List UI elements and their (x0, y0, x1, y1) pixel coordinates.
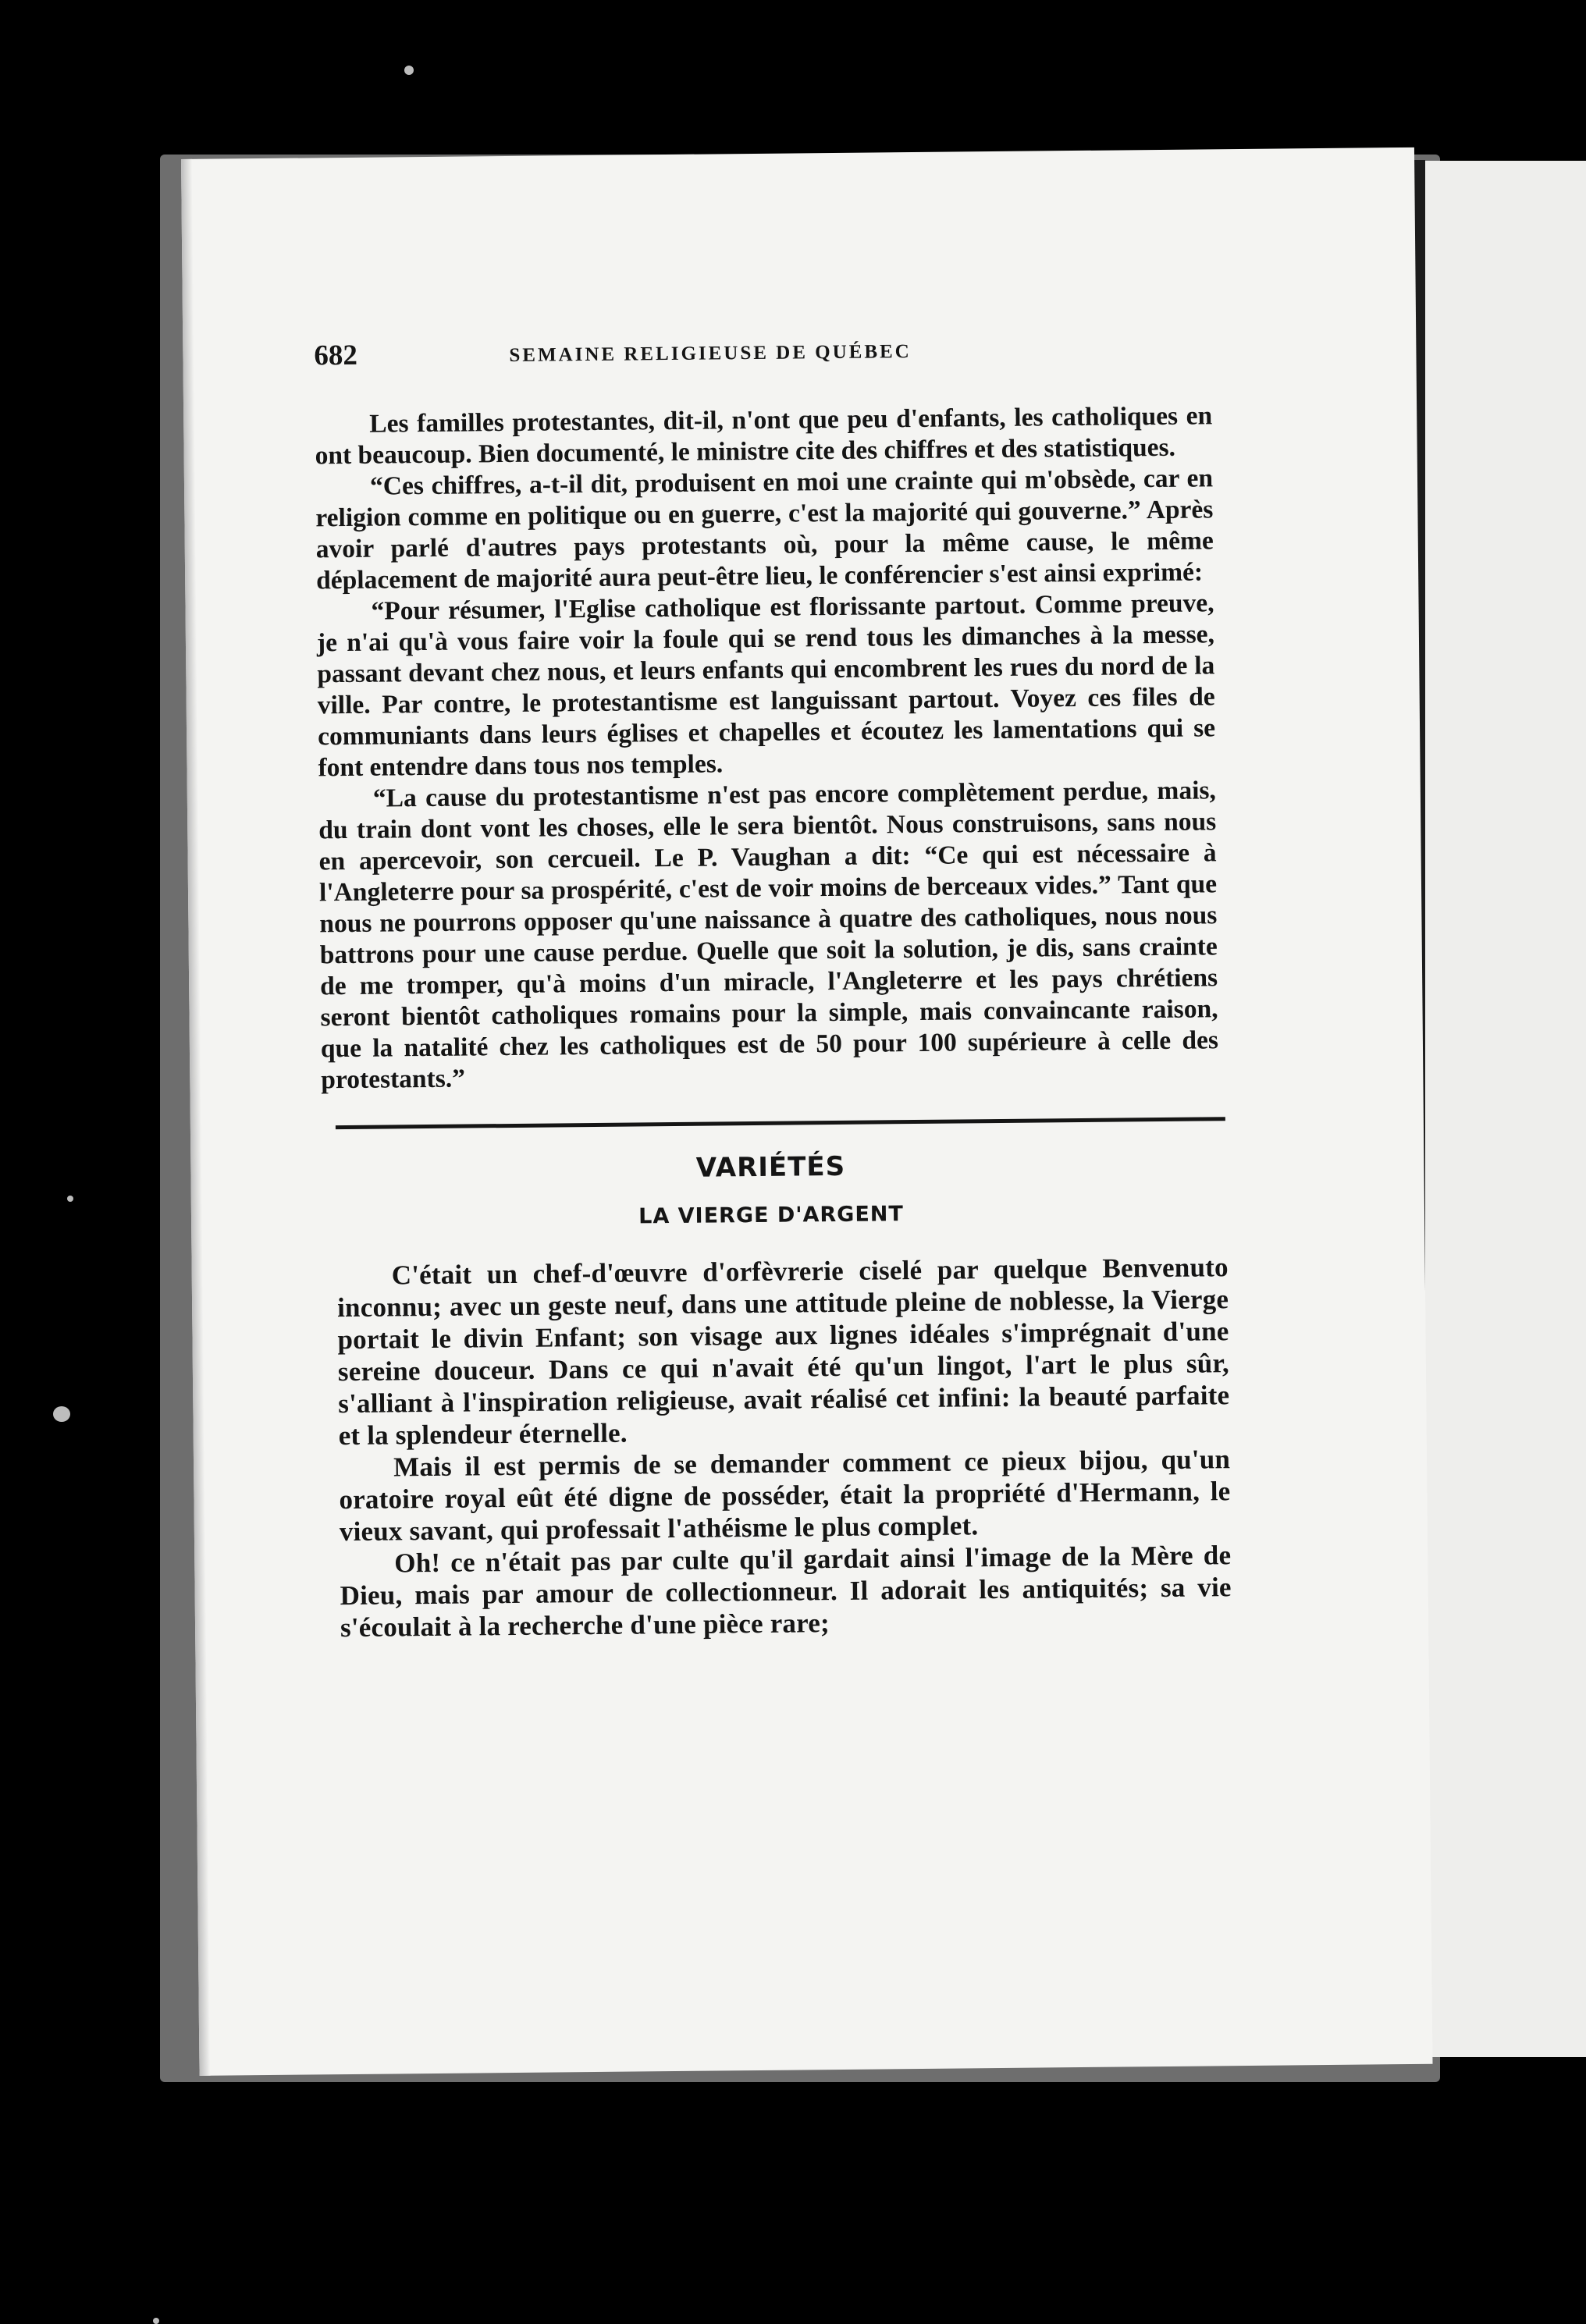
book-page (181, 147, 1433, 2076)
page-number: 682 (314, 339, 358, 372)
body-paragraph: “Ces chiffres, a-t-il dit, produisent en moi une crainte qui m'obsède, car en religion comme en politique ou en guerre, c'est la majorité qui gouverne.” Après avoir parlé d'autres pays protestants où, pour la même cause, le même déplacement de majorité aura peut-être lieu, le conférencier s'est ainsi exprimé: (315, 464, 1214, 595)
article-body (323, 1251, 1232, 1644)
section-divider (336, 1117, 1225, 1129)
body-paragraph: “Pour résumer, l'Eglise catholique est florissante partout. Comme preuve, je n'ai qu'à vous faire voir la foule qui se rend tous les dimanches à la messe, passant devant chez nous, et leurs enfants qui encombrent les rues du nord de la ville. Par contre, le protestantisme est languissant partout. Voyez ces files de communiants dans leurs églises et chapelles et écoutez les lamentations qui se font entendre dans tous nos temples. (316, 588, 1216, 783)
body-paragraph: Les familles protestantes, dit-il, n'ont que peu d'enfants, les catholiques en ont beaucoup. Bien documenté, le ministre cite des chiffres et des statistiques. (315, 401, 1213, 471)
running-head (314, 330, 1212, 386)
article-title: LA VIERGE D'ARGENT (638, 1202, 904, 1229)
dust-speck (404, 66, 414, 75)
article-paragraph: Mais il est permis de se demander comment ce pieux bijou, qu'un oratoire royal eût été digne de posséder, était la propriété d'Hermann, le vieux savant, qui professait l'athéisme le plus complet. (339, 1444, 1231, 1548)
next-page-edge (1425, 161, 1586, 2057)
article-paragraph: C'était un chef-d'œuvre d'orfèvrerie ciselé par quelque Benvenuto inconnu; avec un geste neuf, dans une attitude pleine de noblesse, la Vierge portait le divin Enfant; son visage aux lignes idéales s'imprégnait d'une sereine douceur. Dans ce qui n'avait été qu'un lingot, l'art le plus sûr, s'alliant à l'inspiration religieuse, avait réalisé cet infini: la beauté parfaite et la splendeur éternelle. (336, 1252, 1230, 1452)
dust-speck (153, 2318, 159, 2324)
section-title: VARIÉTÉS (695, 1150, 846, 1184)
page-content (314, 330, 1232, 1644)
dust-speck (53, 1406, 70, 1422)
dust-speck (67, 1196, 73, 1202)
running-title: SEMAINE RELIGIEUSE DE QUÉBEC (509, 341, 912, 366)
article-paragraph: Oh! ce n'était pas par culte qu'il gardait ainsi l'image de la Mère de Dieu, mais par amour de collectionneur. Il adorait les antiquités; sa vie s'écoulait à la recherche d'une pièce rare; (340, 1540, 1232, 1644)
body-paragraph: “La cause du protestantisme n'est pas encore complètement perdue, mais, du train dont vont les choses, elle le sera bientôt. Nous construisons, sans nous en apercevoir, son cercueil. Le P. Vaughan a dit: “Ce qui est nécessaire à l'Angleterre pour sa prospérité, c'est de voir moins de berceaux vides.” Tant que nous ne pourrons opposer qu'une naissance à quatre des catholiques, nous nous battrons pour une cause perdue. Quelle que soit la solution, je dis, sans crainte de me tromper, qu'à moins d'un miracle, l'Angleterre et les pays chrétiens seront bientôt catholiques romains pour la simple, mais convaincante raison, que la natalité chez les catholiques est de 50 pour 100 supérieure à celle des protestants.” (318, 776, 1219, 1095)
